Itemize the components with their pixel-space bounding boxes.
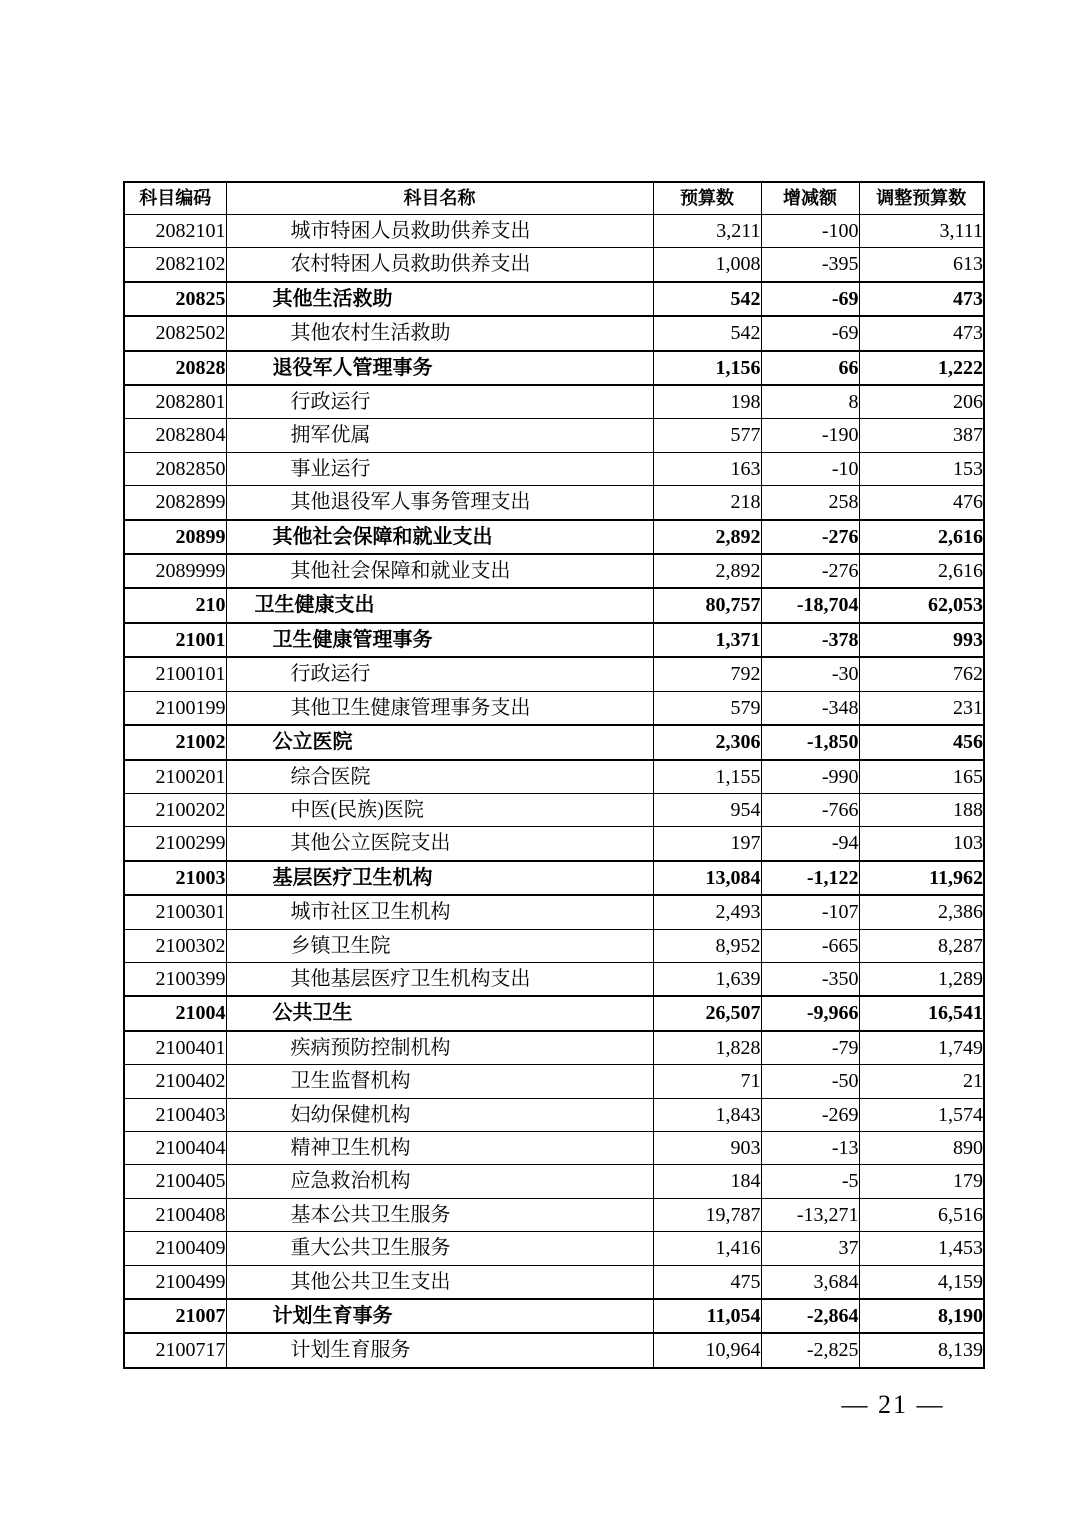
table-row [124, 657, 984, 691]
subject-code-cell: 2082102 [124, 248, 226, 282]
budget-cell: 792 [653, 657, 761, 691]
table-row [124, 929, 984, 962]
subject-code-cell: 20828 [124, 351, 226, 385]
budget-cell: 542 [653, 282, 761, 316]
adjusted-budget-cell: 11,962 [859, 861, 984, 895]
budget-cell: 2,306 [653, 725, 761, 759]
subject-code-cell: 2100499 [124, 1265, 226, 1299]
change-cell: -276 [761, 554, 859, 588]
subject-code-cell: 2100405 [124, 1165, 226, 1198]
budget-cell: 475 [653, 1265, 761, 1299]
change-cell: -990 [761, 760, 859, 794]
table-row [124, 623, 984, 657]
table-row [124, 248, 984, 282]
subject-name-cell: 其他社会保障和就业支出 [226, 520, 653, 554]
adjusted-budget-cell: 165 [859, 760, 984, 794]
subject-code-cell: 2100202 [124, 793, 226, 826]
table-row [124, 452, 984, 485]
change-cell: -276 [761, 520, 859, 554]
adjusted-budget-cell: 387 [859, 419, 984, 452]
adjusted-budget-cell: 1,289 [859, 962, 984, 996]
adjusted-budget-cell: 6,516 [859, 1198, 984, 1231]
subject-name-cell: 其他基层医疗卫生机构支出 [226, 962, 653, 996]
adjusted-budget-cell: 473 [859, 316, 984, 350]
budget-cell: 184 [653, 1165, 761, 1198]
subject-name-cell: 卫生健康支出 [226, 588, 653, 622]
adjusted-budget-cell: 8,139 [859, 1333, 984, 1367]
change-cell: -348 [761, 691, 859, 725]
subject-name-cell: 应急救治机构 [226, 1165, 653, 1198]
subject-name-cell: 其他农村生活救助 [226, 316, 653, 350]
table-row [124, 725, 984, 759]
subject-name-cell: 卫生健康管理事务 [226, 623, 653, 657]
change-cell: -5 [761, 1165, 859, 1198]
adjusted-budget-cell: 8,287 [859, 929, 984, 962]
column-header-budget: 预算数 [653, 182, 761, 215]
table-row [124, 588, 984, 622]
budget-cell: 80,757 [653, 588, 761, 622]
adjusted-budget-cell: 2,386 [859, 895, 984, 929]
budget-cell: 1,008 [653, 248, 761, 282]
change-cell: -1,122 [761, 861, 859, 895]
adjusted-budget-cell: 4,159 [859, 1265, 984, 1299]
adjusted-budget-cell: 21 [859, 1065, 984, 1098]
budget-cell: 2,892 [653, 554, 761, 588]
adjusted-budget-cell: 1,222 [859, 351, 984, 385]
column-header-subject-code: 科目编码 [124, 182, 226, 215]
table-row [124, 861, 984, 895]
budget-cell: 2,892 [653, 520, 761, 554]
subject-name-cell: 拥军优属 [226, 419, 653, 452]
adjusted-budget-cell: 16,541 [859, 996, 984, 1030]
subject-code-cell: 2082899 [124, 486, 226, 520]
adjusted-budget-cell: 613 [859, 248, 984, 282]
change-cell: -13,271 [761, 1198, 859, 1231]
table-row [124, 1299, 984, 1333]
table-row [124, 1165, 984, 1198]
adjusted-budget-cell: 188 [859, 793, 984, 826]
subject-name-cell: 退役军人管理事务 [226, 351, 653, 385]
subject-name-cell: 行政运行 [226, 385, 653, 419]
subject-code-cell: 2082850 [124, 452, 226, 485]
subject-code-cell: 2100101 [124, 657, 226, 691]
change-cell: 8 [761, 385, 859, 419]
budget-cell: 1,371 [653, 623, 761, 657]
change-cell: -378 [761, 623, 859, 657]
subject-code-cell: 21003 [124, 861, 226, 895]
table-row [124, 215, 984, 248]
subject-code-cell: 21007 [124, 1299, 226, 1333]
table-row [124, 520, 984, 554]
adjusted-budget-cell: 1,453 [859, 1232, 984, 1265]
budget-cell: 542 [653, 316, 761, 350]
table-row [124, 1031, 984, 1065]
column-header-change: 增减额 [761, 182, 859, 215]
change-cell: 37 [761, 1232, 859, 1265]
change-cell: -107 [761, 895, 859, 929]
table-row [124, 962, 984, 996]
adjusted-budget-cell: 153 [859, 452, 984, 485]
change-cell: -665 [761, 929, 859, 962]
table-row [124, 282, 984, 316]
change-cell: -69 [761, 282, 859, 316]
adjusted-budget-cell: 762 [859, 657, 984, 691]
change-cell: -2,825 [761, 1333, 859, 1367]
table-row [124, 419, 984, 452]
table-row [124, 1065, 984, 1098]
subject-code-cell: 2082804 [124, 419, 226, 452]
budget-cell: 26,507 [653, 996, 761, 1030]
adjusted-budget-cell: 62,053 [859, 588, 984, 622]
subject-code-cell: 2100201 [124, 760, 226, 794]
budget-adjustment-table [123, 181, 985, 1369]
budget-cell: 218 [653, 486, 761, 520]
budget-cell: 579 [653, 691, 761, 725]
change-cell: -766 [761, 793, 859, 826]
subject-code-cell: 2100402 [124, 1065, 226, 1098]
subject-code-cell: 2082502 [124, 316, 226, 350]
change-cell: 66 [761, 351, 859, 385]
subject-code-cell: 21002 [124, 725, 226, 759]
page-number: — 21 — [841, 1390, 945, 1419]
subject-code-cell: 2082101 [124, 215, 226, 248]
budget-cell: 197 [653, 827, 761, 861]
subject-code-cell: 20899 [124, 520, 226, 554]
adjusted-budget-cell: 993 [859, 623, 984, 657]
table-row [124, 385, 984, 419]
table-row [124, 1131, 984, 1164]
change-cell: -1,850 [761, 725, 859, 759]
adjusted-budget-cell: 456 [859, 725, 984, 759]
subject-name-cell: 其他生活救助 [226, 282, 653, 316]
subject-code-cell: 20825 [124, 282, 226, 316]
subject-name-cell: 农村特困人员救助供养支出 [226, 248, 653, 282]
subject-code-cell: 21004 [124, 996, 226, 1030]
subject-name-cell: 其他退役军人事务管理支出 [226, 486, 653, 520]
adjusted-budget-cell: 2,616 [859, 520, 984, 554]
budget-cell: 2,493 [653, 895, 761, 929]
subject-name-cell: 疾病预防控制机构 [226, 1031, 653, 1065]
adjusted-budget-cell: 1,574 [859, 1098, 984, 1131]
table-header-row [124, 182, 984, 215]
change-cell: -13 [761, 1131, 859, 1164]
subject-code-cell: 2100404 [124, 1131, 226, 1164]
change-cell: 3,684 [761, 1265, 859, 1299]
adjusted-budget-cell: 179 [859, 1165, 984, 1198]
subject-name-cell: 重大公共卫生服务 [226, 1232, 653, 1265]
budget-cell: 13,084 [653, 861, 761, 895]
subject-code-cell: 2100401 [124, 1031, 226, 1065]
subject-code-cell: 2089999 [124, 554, 226, 588]
adjusted-budget-cell: 1,749 [859, 1031, 984, 1065]
subject-code-cell: 2100717 [124, 1333, 226, 1367]
subject-name-cell: 城市特困人员救助供养支出 [226, 215, 653, 248]
adjusted-budget-cell: 2,616 [859, 554, 984, 588]
subject-code-cell: 2100399 [124, 962, 226, 996]
budget-cell: 577 [653, 419, 761, 452]
change-cell: -69 [761, 316, 859, 350]
table-row [124, 554, 984, 588]
column-header-adjusted-budget: 调整预算数 [859, 182, 984, 215]
table-row [124, 486, 984, 520]
subject-name-cell: 公立医院 [226, 725, 653, 759]
change-cell: -269 [761, 1098, 859, 1131]
change-cell: -94 [761, 827, 859, 861]
subject-code-cell: 2100409 [124, 1232, 226, 1265]
table-row [124, 760, 984, 794]
subject-name-cell: 城市社区卫生机构 [226, 895, 653, 929]
table-row [124, 793, 984, 826]
change-cell: -395 [761, 248, 859, 282]
subject-code-cell: 2100301 [124, 895, 226, 929]
budget-cell: 1,843 [653, 1098, 761, 1131]
budget-cell: 11,054 [653, 1299, 761, 1333]
subject-name-cell: 妇幼保健机构 [226, 1098, 653, 1131]
subject-name-cell: 其他社会保障和就业支出 [226, 554, 653, 588]
budget-cell: 954 [653, 793, 761, 826]
subject-name-cell: 精神卫生机构 [226, 1131, 653, 1164]
table-row [124, 351, 984, 385]
subject-code-cell: 2100299 [124, 827, 226, 861]
subject-name-cell: 乡镇卫生院 [226, 929, 653, 962]
table-row [124, 316, 984, 350]
table-row [124, 1333, 984, 1367]
change-cell: -100 [761, 215, 859, 248]
table-row [124, 691, 984, 725]
change-cell: -2,864 [761, 1299, 859, 1333]
subject-name-cell: 计划生育服务 [226, 1333, 653, 1367]
adjusted-budget-cell: 231 [859, 691, 984, 725]
subject-code-cell: 210 [124, 588, 226, 622]
change-cell: -10 [761, 452, 859, 485]
budget-cell: 1,416 [653, 1232, 761, 1265]
subject-name-cell: 卫生监督机构 [226, 1065, 653, 1098]
table-row [124, 1265, 984, 1299]
budget-cell: 71 [653, 1065, 761, 1098]
budget-cell: 1,155 [653, 760, 761, 794]
subject-name-cell: 中医(民族)医院 [226, 793, 653, 826]
change-cell: -9,966 [761, 996, 859, 1030]
adjusted-budget-cell: 103 [859, 827, 984, 861]
budget-cell: 163 [653, 452, 761, 485]
table-row [124, 1232, 984, 1265]
subject-code-cell: 21001 [124, 623, 226, 657]
subject-name-cell: 事业运行 [226, 452, 653, 485]
change-cell: -190 [761, 419, 859, 452]
budget-cell: 10,964 [653, 1333, 761, 1367]
change-cell: -18,704 [761, 588, 859, 622]
budget-cell: 198 [653, 385, 761, 419]
change-cell: -79 [761, 1031, 859, 1065]
subject-name-cell: 计划生育事务 [226, 1299, 653, 1333]
table-row [124, 996, 984, 1030]
change-cell: -350 [761, 962, 859, 996]
subject-code-cell: 2082801 [124, 385, 226, 419]
subject-name-cell: 其他卫生健康管理事务支出 [226, 691, 653, 725]
change-cell: -30 [761, 657, 859, 691]
adjusted-budget-cell: 3,111 [859, 215, 984, 248]
subject-name-cell: 基层医疗卫生机构 [226, 861, 653, 895]
subject-code-cell: 2100199 [124, 691, 226, 725]
table-row [124, 895, 984, 929]
adjusted-budget-cell: 206 [859, 385, 984, 419]
adjusted-budget-cell: 8,190 [859, 1299, 984, 1333]
adjusted-budget-cell: 473 [859, 282, 984, 316]
subject-code-cell: 2100403 [124, 1098, 226, 1131]
subject-code-cell: 2100302 [124, 929, 226, 962]
subject-name-cell: 其他公立医院支出 [226, 827, 653, 861]
budget-cell: 1,828 [653, 1031, 761, 1065]
change-cell: 258 [761, 486, 859, 520]
budget-cell: 8,952 [653, 929, 761, 962]
table-row [124, 1198, 984, 1231]
budget-cell: 1,639 [653, 962, 761, 996]
subject-name-cell: 基本公共卫生服务 [226, 1198, 653, 1231]
table-row [124, 1098, 984, 1131]
subject-code-cell: 2100408 [124, 1198, 226, 1231]
budget-cell: 1,156 [653, 351, 761, 385]
change-cell: -50 [761, 1065, 859, 1098]
subject-name-cell: 其他公共卫生支出 [226, 1265, 653, 1299]
subject-name-cell: 行政运行 [226, 657, 653, 691]
column-header-subject-name: 科目名称 [226, 182, 653, 215]
budget-cell: 19,787 [653, 1198, 761, 1231]
adjusted-budget-cell: 476 [859, 486, 984, 520]
subject-name-cell: 公共卫生 [226, 996, 653, 1030]
subject-name-cell: 综合医院 [226, 760, 653, 794]
table-row [124, 827, 984, 861]
budget-cell: 903 [653, 1131, 761, 1164]
budget-cell: 3,211 [653, 215, 761, 248]
adjusted-budget-cell: 890 [859, 1131, 984, 1164]
